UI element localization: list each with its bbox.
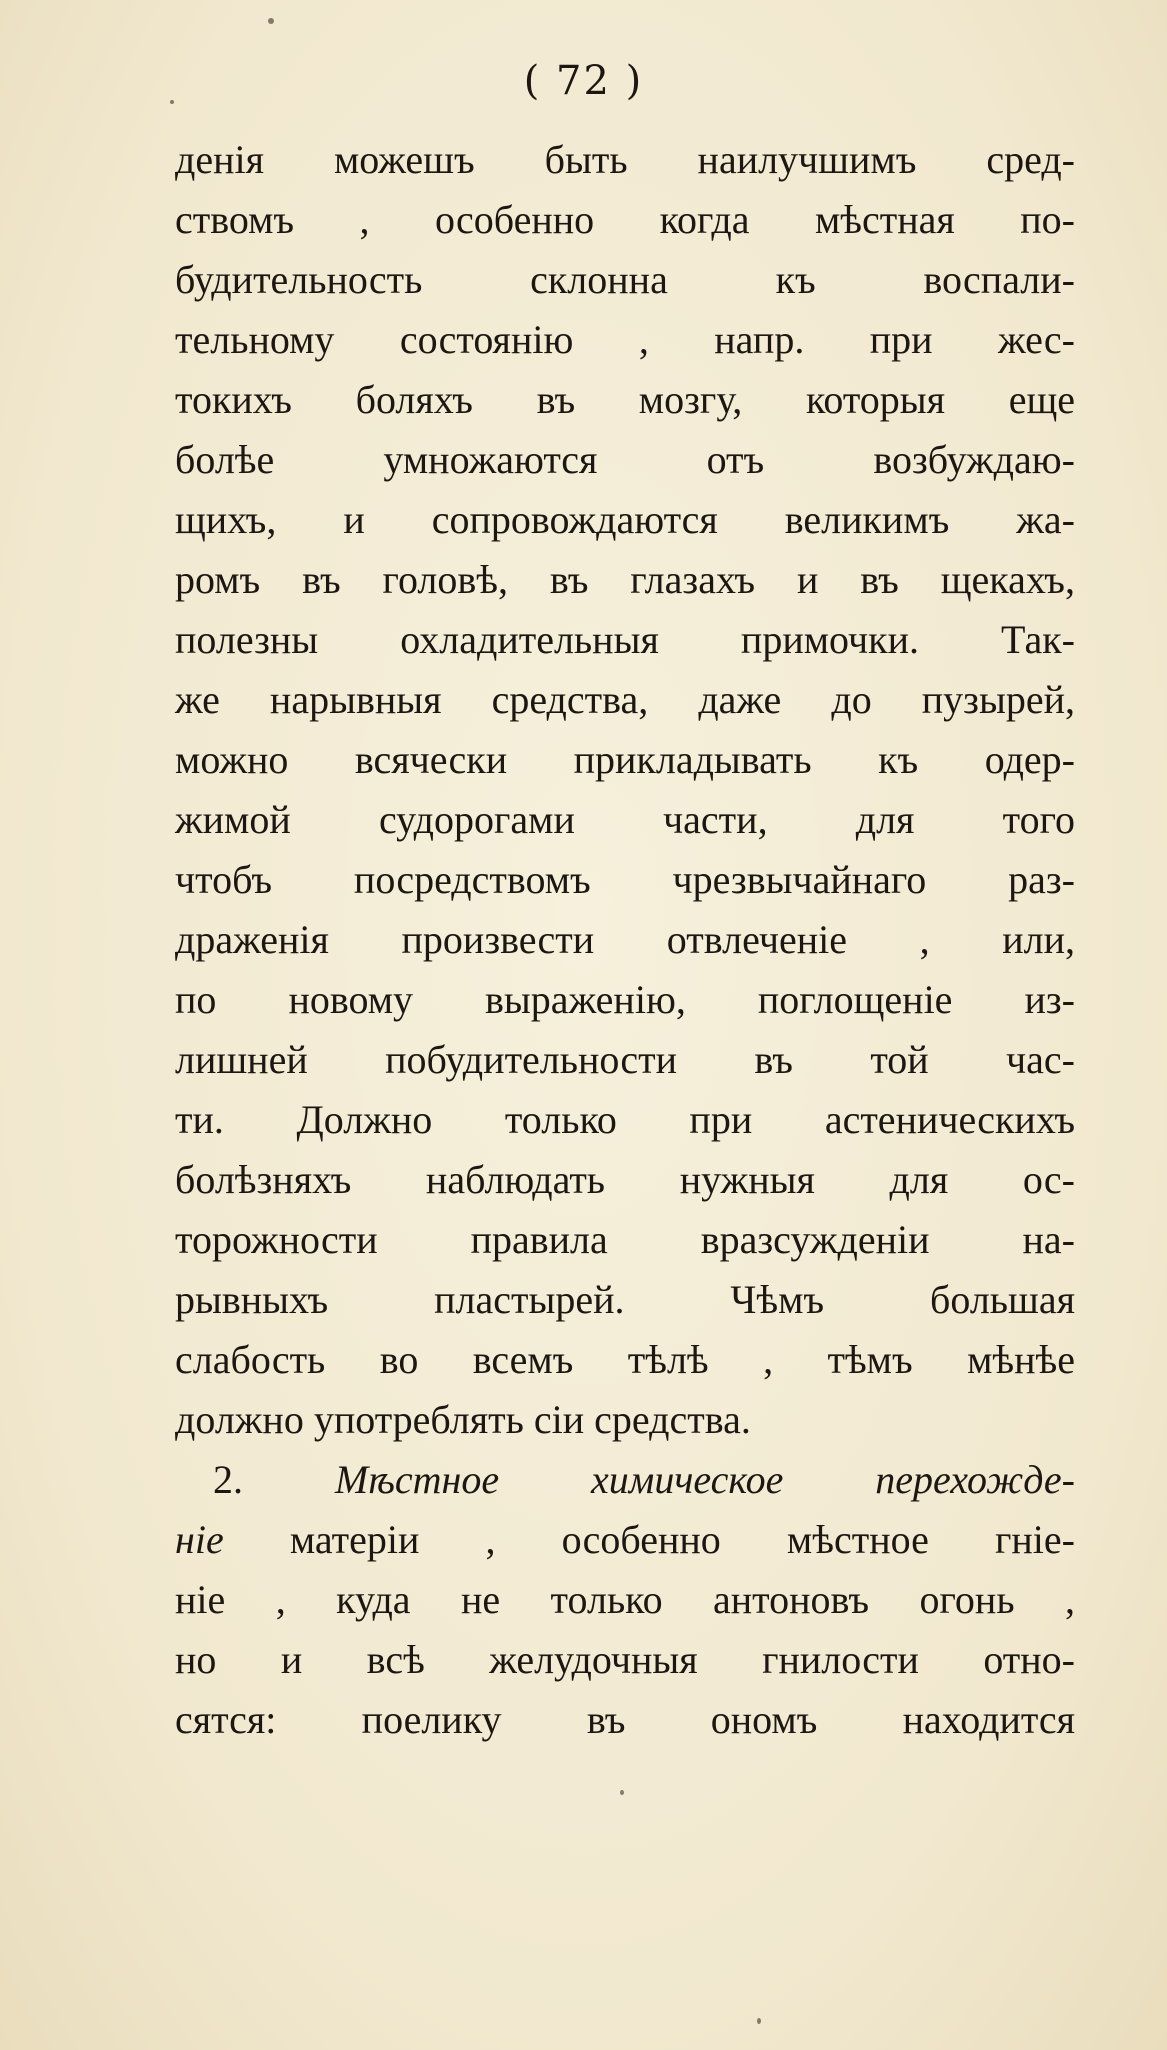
item-2-italic-title: Мѣстное химическое перехожде- xyxy=(334,1457,1075,1502)
text-line: будительность склонна къ воспали- xyxy=(175,257,1075,302)
text-line: можно всячески прикладывать къ одер- xyxy=(175,737,1075,782)
item-2-number: 2. xyxy=(213,1457,243,1502)
text-line: рывныхъ пластырей. Чѣмъ большая xyxy=(175,1277,1075,1322)
text-line: болѣе умножаются отъ возбуждаю- xyxy=(175,437,1075,482)
page-number: ( 72 ) xyxy=(523,58,644,104)
item-2-italic-continuation: ніе xyxy=(175,1517,224,1562)
ink-speck xyxy=(170,100,174,104)
text-line: щихъ, и сопровождаются великимъ жа- xyxy=(175,497,1075,542)
item-2-line-text: матеріи , особенно мѣстное гніе- xyxy=(223,1517,1075,1562)
text-line: по новому выраженію, поглощеніе из- xyxy=(175,977,1075,1022)
text-line: денія можешъ быть наилучшимъ сред- xyxy=(175,137,1075,182)
item-2-line: но и всѣ желудочныя гнилости отно- xyxy=(175,1637,1075,1682)
text-line: токихъ боляхъ въ мозгу, которыя еще xyxy=(175,377,1075,422)
body-text xyxy=(175,130,1075,1750)
text-line: ромъ въ головѣ, въ глазахъ и въ щекахъ, xyxy=(175,557,1075,602)
text-line: чтобъ посредствомъ чрезвычайнаго раз- xyxy=(175,857,1075,902)
item-2-heading-line xyxy=(175,1450,1075,1510)
text-line: тельному состоянію , напр. при жес- xyxy=(175,317,1075,362)
text-line: ствомъ , особенно когда мѣстная по- xyxy=(175,197,1075,242)
text-line: полезны охладительныя примочки. Так- xyxy=(175,617,1075,662)
ink-speck xyxy=(268,18,274,24)
text-line: драженія произвести отвлеченіе , или, xyxy=(175,917,1075,962)
text-line: слабость во всемъ тѣлѣ , тѣмъ мѣнѣе xyxy=(175,1337,1075,1382)
text-line: ти. Должно только при астеническихъ xyxy=(175,1097,1075,1142)
text-line: лишней побудительности въ той час- xyxy=(175,1037,1075,1082)
item-2-line: сятся: поелику въ ономъ находится xyxy=(175,1697,1075,1742)
item-2-line xyxy=(175,1510,1075,1570)
text-line: торожности правила вразсужденіи на- xyxy=(175,1217,1075,1262)
ink-speck xyxy=(757,2018,761,2024)
text-line: жимой судорогами части, для того xyxy=(175,797,1075,842)
text-line: же нарывныя средства, даже до пузырей, xyxy=(175,677,1075,722)
text-line: должно употреблять сіи средства. xyxy=(175,1397,751,1442)
text-line: болѣзняхъ наблюдать нужныя для ос- xyxy=(175,1157,1075,1202)
ink-speck xyxy=(620,1790,624,1795)
item-2-line: ніе , куда не только антоновъ огонь , xyxy=(175,1577,1075,1622)
